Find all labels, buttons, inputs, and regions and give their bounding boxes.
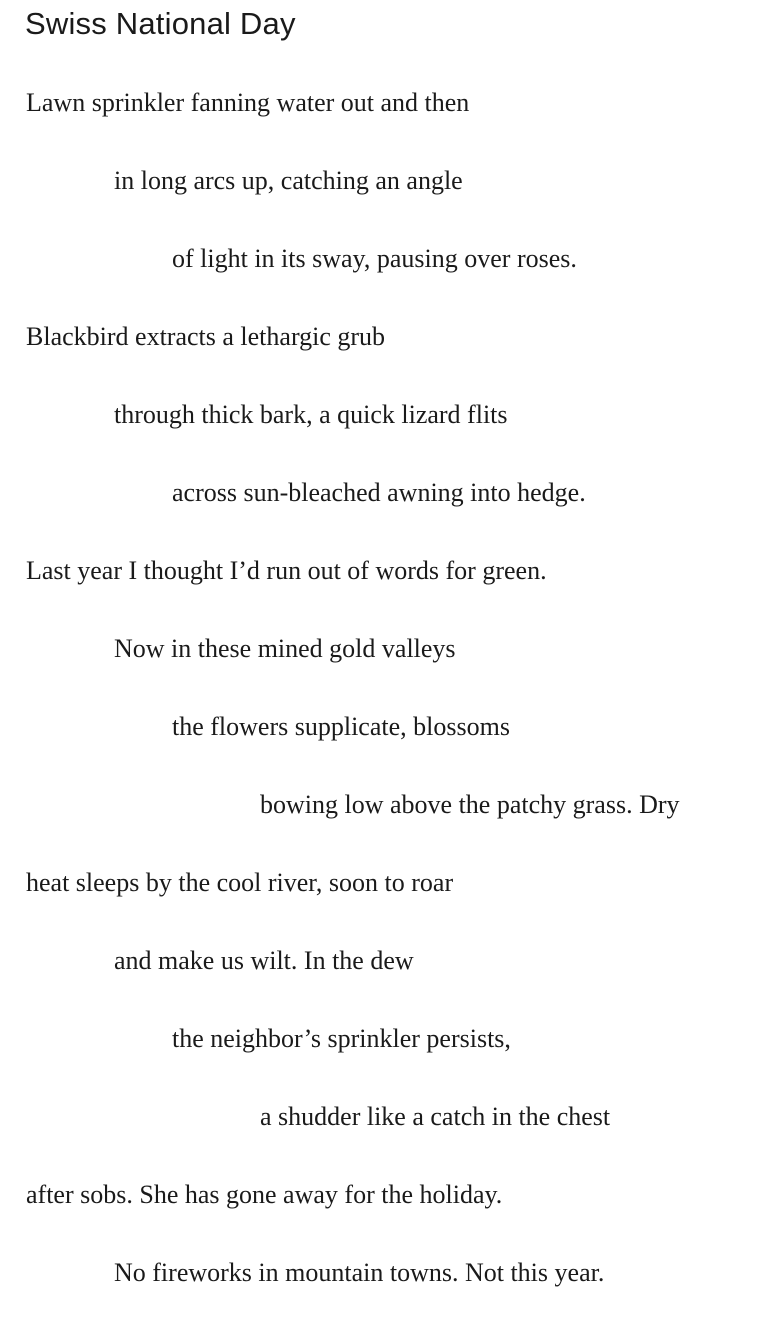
poem-line: bowing low above the patchy grass. Dry xyxy=(260,790,680,819)
poem-line: heat sleeps by the cool river, soon to roar xyxy=(26,868,454,897)
poem-body xyxy=(0,81,768,1329)
poem-line: Lawn sprinkler fanning water out and then xyxy=(26,88,470,117)
poem-line: Now in these mined gold valleys xyxy=(114,634,456,663)
poem-line: the flowers supplicate, blossoms xyxy=(172,712,510,741)
poem-line: and make us wilt. In the dew xyxy=(114,946,414,975)
poem-line: after sobs. She has gone away for the holiday. xyxy=(26,1180,503,1209)
poem-line: through thick bark, a quick lizard flits xyxy=(114,400,508,429)
poem-line: across sun-bleached awning into hedge. xyxy=(172,478,586,507)
poem-line: the neighbor’s sprinkler persists, xyxy=(172,1024,511,1053)
poem-title: Swiss National Day xyxy=(25,6,296,41)
poem-line: Blackbird extracts a lethargic grub xyxy=(26,322,386,351)
poem-line: a shudder like a catch in the chest xyxy=(260,1102,611,1131)
poem-line: of light in its sway, pausing over roses. xyxy=(172,244,577,273)
poem-line: Last year I thought I’d run out of words for green. xyxy=(26,556,547,585)
poem-line: No fireworks in mountain towns. Not this year. xyxy=(114,1258,605,1287)
poem-line: in long arcs up, catching an angle xyxy=(114,166,463,195)
